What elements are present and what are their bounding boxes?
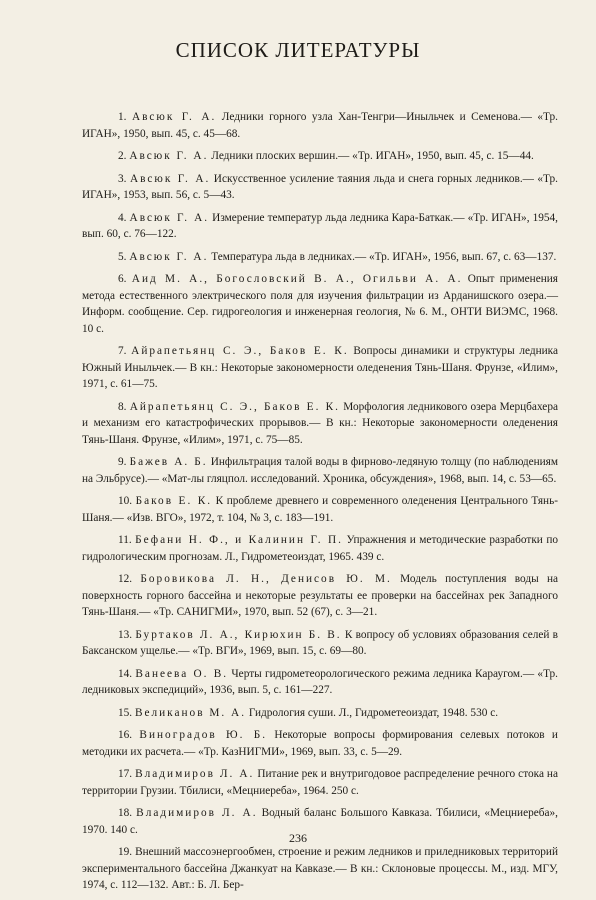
reference-number: 5. bbox=[118, 250, 127, 263]
reference-entry bbox=[82, 571, 558, 621]
reference-author: Ванеева О. В. bbox=[135, 667, 229, 680]
reference-number: 17. bbox=[118, 768, 133, 780]
reference-number: 7. bbox=[118, 345, 127, 357]
reference-number: 9. bbox=[118, 456, 127, 468]
reference-entry bbox=[82, 399, 558, 449]
reference-text: Опыт применения метода естественного электрического поля для изучения фильтрации из Арданишского озера.— Информ. сообщение. Сер. гидрогеология и инженерная геология, № 6. М., ОНТИ ВИЭМС, 1968. 10 с. bbox=[82, 273, 559, 335]
reference-author: Авсюк Г. А. bbox=[129, 172, 211, 185]
page-number: 236 bbox=[289, 831, 307, 845]
reference-author: Буртаков Л. А., Кирюхин Б. В. bbox=[135, 628, 342, 641]
reference-entry bbox=[82, 532, 558, 565]
reference-author: Владимиров Л. А. bbox=[136, 807, 258, 819]
reference-author: Айрапетьянц С. Э., Баков Е. К. bbox=[129, 400, 340, 413]
reference-author: Баков Е. К. bbox=[135, 495, 213, 507]
reference-author: Авсюк Г. А. bbox=[129, 150, 209, 162]
reference-entry bbox=[82, 210, 558, 243]
reference-text: Инфильтрация талой воды в фирново-ледяную толщу (по наблюдениям на Эльбрусе).— «Мат-лы гляцпол. исследований. Хроника, обсуждения», 1968, вып. 14, с. 53—65. bbox=[82, 456, 559, 485]
reference-number: 19. bbox=[118, 846, 133, 858]
reference-text: Ледники плоских вершин.— «Тр. ИГАН», 1950, вып. 45, с. 15—44. bbox=[211, 150, 534, 162]
reference-author: Бефани Н. Ф., и Калинин Г. П. bbox=[135, 534, 343, 546]
reference-author: Авсюк Г. А. bbox=[131, 111, 217, 123]
reference-number: 11. bbox=[118, 534, 132, 546]
reference-text: Упражнения и методические разработки по гидрологическим прогнозам. Л., Гидрометеоиздат, 1965. 439 с. bbox=[82, 534, 559, 563]
reference-author: Авсюк Г. А. bbox=[129, 211, 210, 224]
reference-number: 18. bbox=[118, 807, 133, 819]
reference-text: Ледники горного узла Хан-Тенгри—Иныльчек и Семенова.— «Тр. ИГАН», 1950, вып. 45, с. 45—68. bbox=[82, 111, 559, 140]
reference-author: Аид М. А., Богословский В. А., Огильви А. А. bbox=[131, 273, 463, 285]
reference-entry bbox=[82, 666, 558, 699]
reference-author: Виноградов Ю. Б. bbox=[139, 729, 268, 741]
reference-author: Авсюк Г. А. bbox=[129, 250, 209, 263]
reference-text: Модель поступления воды на поверхность горного бассейна и некоторые результаты ее проверки на бассейнах рек Западного Тянь-Шаня.— «Тр. САНИГМИ», 1970, вып. 52 (67), с. 3—21. bbox=[82, 573, 559, 618]
reference-entry bbox=[82, 727, 558, 760]
reference-text: К проблеме древнего и современного оледенения Центрального Тянь-Шаня.— «Изв. ВГО», 1972, т. 104, № 3, с. 183—191. bbox=[82, 495, 559, 524]
reference-entry bbox=[82, 271, 558, 337]
reference-number: 14. bbox=[118, 667, 133, 680]
reference-number: 13. bbox=[118, 628, 133, 641]
reference-number: 10. bbox=[118, 495, 133, 507]
reference-text: Внешний массоэнергообмен, строение и режим ледников и приледниковых территорий экспериментального бассейна Джанкуат на Кавказе.— В кн.: Склоновые процессы. М., изд. МГУ, 1974, с. 112—132. Авт.: Б. Л. Бер- bbox=[82, 846, 559, 891]
reference-entry bbox=[82, 705, 558, 722]
reference-number: 16. bbox=[118, 729, 133, 741]
reference-text: К вопросу об условиях образования селей в Баксанском ущелье.— «Тр. ВГИ», 1969, вып. 15, с. 69—80. bbox=[82, 628, 559, 657]
reference-entry bbox=[82, 627, 558, 660]
reference-number: 12. bbox=[118, 573, 133, 585]
reference-number: 8. bbox=[118, 400, 127, 413]
reference-text: Гидрология суши. Л., Гидрометеоиздат, 1948. 530 с. bbox=[248, 706, 499, 719]
reference-entry bbox=[82, 343, 558, 393]
reference-text: Некоторые вопросы формирования селевых потоков и методики их расчета.— «Тр. КазНИГМИ», 1969, вып. 33, с. 5—29. bbox=[82, 729, 558, 758]
reference-entry bbox=[82, 454, 558, 487]
reference-list bbox=[82, 109, 558, 900]
reference-entry bbox=[82, 148, 558, 165]
reference-entry bbox=[82, 109, 558, 142]
reference-text: Водный баланс Большого Кавказа. Тбилиси, «Мецниереба», 1970. 140 с. bbox=[82, 807, 558, 836]
reference-text: Искусственное усиление таяния льда и снега горных ледников.— «Тр. ИГАН», 1953, вып. 56, с. 5—43. bbox=[82, 172, 558, 201]
page-title: СПИСОК ЛИТЕРАТУРЫ bbox=[175, 38, 421, 62]
reference-entry bbox=[82, 844, 558, 894]
reference-text: Черты гидрометеорологического режима ледника Караугом.— «Тр. ледниковых экспедиций», 1936, вып. 5, с. 161—227. bbox=[82, 667, 559, 696]
reference-text: Измерение температур льда ледника Кара-Баткак.— «Тр. ИГАН», 1954, вып. 60, с. 76—122. bbox=[82, 211, 558, 240]
reference-author: Бажев А. Б. bbox=[129, 456, 208, 468]
reference-entry bbox=[82, 171, 558, 204]
reference-entry bbox=[82, 766, 558, 799]
reference-author: Владимиров Л. А. bbox=[135, 768, 255, 780]
reference-text: Температура льда в ледниках.— «Тр. ИГАН», 1956, вып. 67, с. 63—137. bbox=[211, 250, 557, 263]
reference-number: 3. bbox=[118, 172, 127, 185]
reference-author: Боровикова Л. Н., Денисов Ю. М. bbox=[140, 573, 392, 585]
reference-text: Вопросы динамики и структуры ледника Южный Иныльчек.— В кн.: Некоторые закономерности оледенения Тянь-Шаня. Фрунзе, «Илим», 1971, с. 61—75. bbox=[82, 345, 559, 390]
reference-number: 2. bbox=[118, 150, 127, 162]
reference-number: 6. bbox=[118, 273, 127, 285]
reference-text: Морфология ледникового озера Мерцбахера и механизм его катастрофических прорывов.— В кн.: Некоторые закономерности оледенения Тянь-Шаня. Фрунзе, «Илим», 1971, с. 75—85. bbox=[82, 400, 558, 446]
reference-entry bbox=[82, 493, 558, 526]
reference-number: 1. bbox=[118, 111, 127, 123]
reference-number: 15. bbox=[118, 706, 133, 719]
reference-entry bbox=[82, 249, 558, 266]
reference-author: Айрапетьянц С. Э., Баков Е. К. bbox=[131, 345, 349, 357]
reference-text: Питание рек и внутригодовое распределение речного стока на территории Грузии. Тбилиси, «Мецниереба», 1964. 250 с. bbox=[82, 768, 558, 797]
reference-number: 4. bbox=[118, 211, 127, 224]
reference-author: Великанов М. А. bbox=[134, 706, 247, 719]
